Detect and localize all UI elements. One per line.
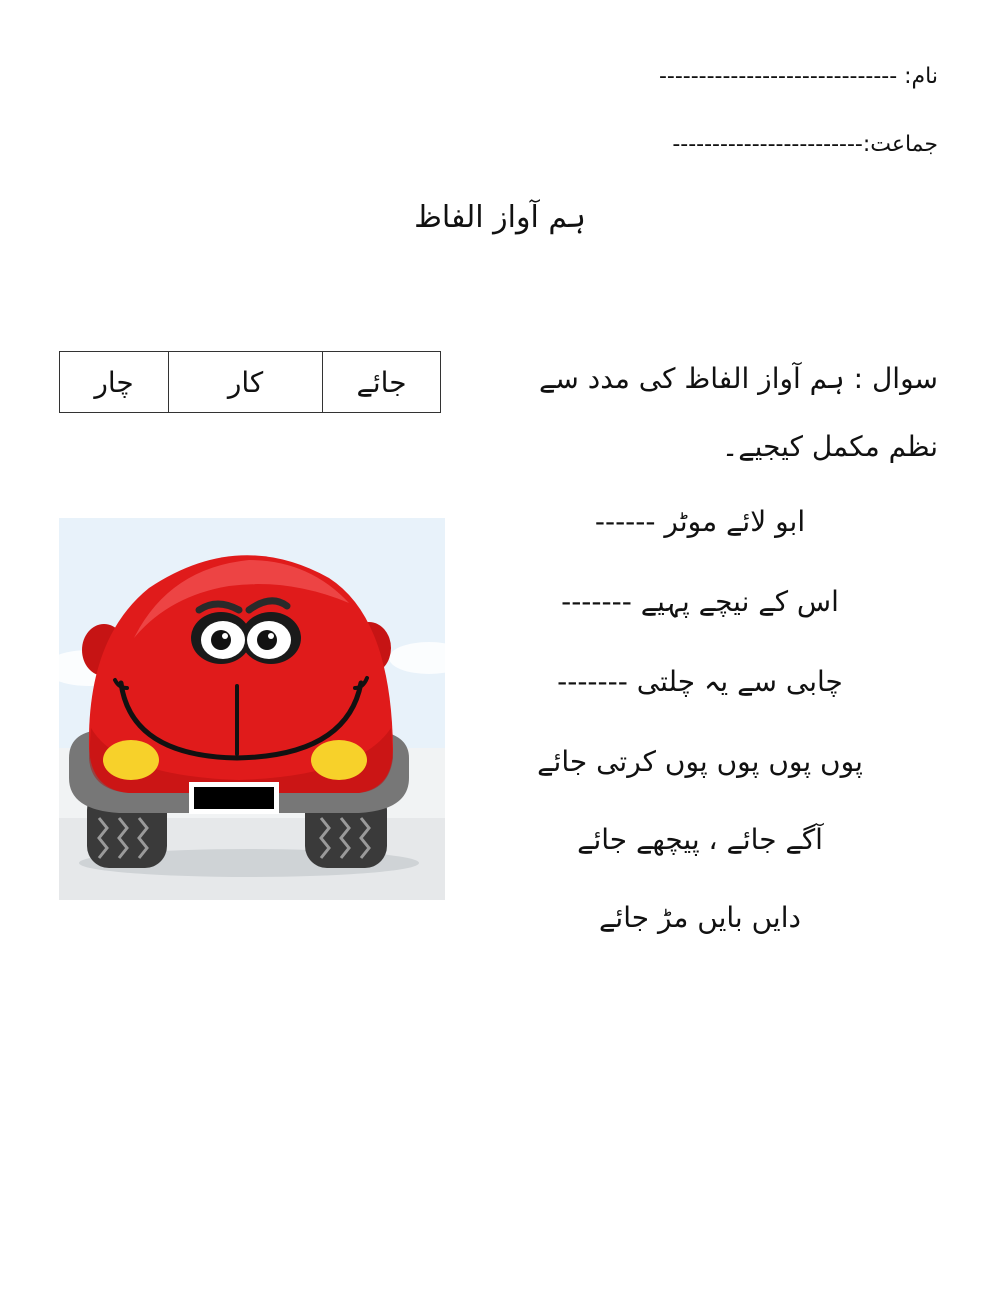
left-headlight (103, 740, 159, 780)
car-illustration (59, 518, 445, 900)
question-text-line-2: نظم مکمل کیجیے۔ (721, 430, 938, 463)
right-headlight (311, 740, 367, 780)
poem-line: ابو لائے موٹر ------ (594, 505, 806, 538)
poem-line: دایں بایں مڑ جائے (599, 901, 801, 934)
word-bank-cell: کار (168, 352, 322, 412)
poem-line: اس کے نیچے پہیے ------- (561, 585, 839, 618)
page-title: ہم آواز الفاظ (414, 200, 586, 235)
word-bank-table (59, 351, 441, 413)
poem-line: چابی سے یہ چلتی ------- (557, 665, 843, 698)
left-pupil (211, 630, 231, 650)
right-pupil (257, 630, 277, 650)
word-bank-cell: جائے (322, 352, 440, 412)
poem-line: پوں پوں پوں پوں کرتی جائے (537, 745, 863, 778)
right-eye-sparkle (268, 633, 274, 639)
poem-line: آگے جائے ، پیچھے جائے (577, 823, 823, 856)
license-plate (194, 787, 274, 809)
word-bank-cell: چار (94, 365, 134, 399)
name-field: نام: ------------------------------ (658, 64, 938, 89)
left-eye-sparkle (222, 633, 228, 639)
question-text-line-1: سوال : ہم آواز الفاظ کی مدد سے (538, 362, 938, 395)
class-field: جماعت:------------------------ (672, 132, 938, 157)
